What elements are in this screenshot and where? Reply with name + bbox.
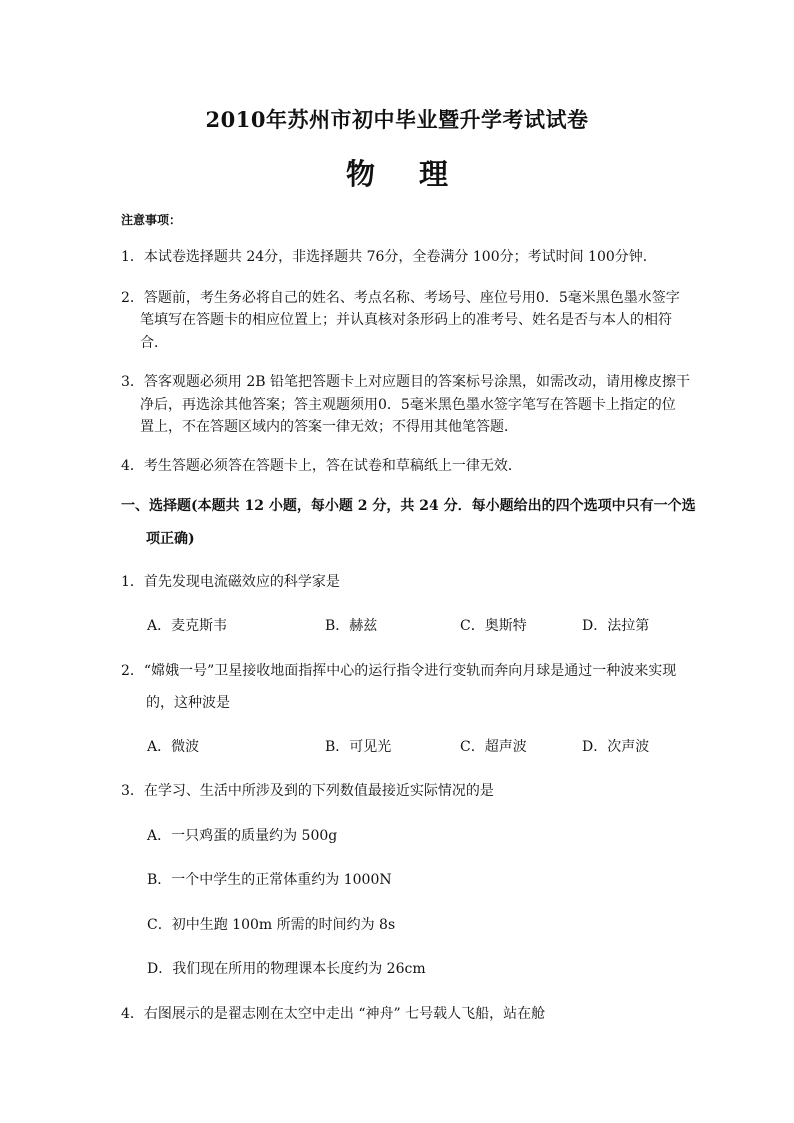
- question-3-option-b: B．一个中学生的正常体重约为 1000N: [147, 872, 392, 888]
- question-2-option-b: B．可见光: [325, 739, 392, 755]
- question-3-option-d: D．我们现在所用的物理课本长度约为 26cm: [147, 961, 426, 977]
- question-3-option-a: A．一只鸡蛋的质量约为 500g: [147, 828, 338, 844]
- notice-2-line-1: 2．答题前，考生务必将自己的姓名、考点名称、考场号、座位号用0．5毫米黑色墨水签字: [121, 290, 680, 306]
- question-1-option-a: A．麦克斯韦: [147, 618, 228, 634]
- subject-char-2: 理: [419, 157, 449, 191]
- question-2-option-a: A．微波: [147, 739, 200, 755]
- notice-2-line-2: 笔填写在答题卡的相应位置上；并认真核对条形码上的准考号、姓名是否与本人的相符: [140, 312, 672, 328]
- question-1-stem: 1．首先发现电流磁效应的科学家是: [121, 574, 340, 590]
- question-3-stem: 3．在学习、生活中所涉及到的下列数值最接近实际情况的是: [121, 783, 494, 799]
- notice-1-line-1: 1．本试卷选择题共 24分，非选择题共 76分，全卷满分 100分；考试时间 100分钟．: [121, 249, 657, 265]
- question-2-stem-line-2: 的，这种波是: [146, 695, 230, 711]
- notice-heading: 注意事项：: [121, 213, 182, 227]
- exam-title: 2010年苏州市初中毕业暨升学考试试卷: [205, 107, 589, 132]
- notice-3-line-3: 置上，不在答题区域内的答案一律无效；不得用其他笔答题．: [140, 419, 518, 435]
- subject-char-1: 物: [345, 157, 375, 191]
- question-2-option-c: C．超声波: [460, 739, 527, 755]
- notice-2-line-3: 合．: [140, 335, 168, 351]
- notice-3-line-1: 3．答客观题必须用 2B 铅笔把答题卡上对应题目的答案标号涂黑，如需改动，请用橡皮擦干: [121, 374, 691, 390]
- question-4-stem: 4．右图展示的是翟志刚在太空中走出 “神舟” 七号载人飞船，站在舱: [121, 1006, 546, 1022]
- question-3-option-c: C．初中生跑 100m 所需的时间约为 8s: [147, 917, 396, 933]
- notice-3-line-2: 净后，再选涂其他答案；答主观题须用0．5毫米黑色墨水签字笔写在答题卡上指定的位: [140, 397, 676, 413]
- notice-4-line-1: 4．考生答题必须答在答题卡上，答在试卷和草稿纸上一律无效．: [121, 458, 522, 474]
- question-2-stem-line-1: 2．“嫦娥一号”卫星接收地面指挥中心的运行指令进行变轨而奔向月球是通过一种波来实现: [121, 663, 677, 679]
- subject-title: [0, 152, 794, 193]
- question-2-option-d: D．次声波: [582, 739, 650, 755]
- question-1-option-d: D．法拉第: [582, 618, 650, 634]
- section-heading-line-2: 项正确): [146, 531, 195, 547]
- question-1-option-b: B．赫兹: [325, 618, 378, 634]
- section-heading-line-1: 一、选择题(本题共 12 小题，每小题 2 分，共 24 分．每小题给出的四个选项中只有一个选: [121, 498, 696, 514]
- question-1-option-c: C．奥斯特: [460, 618, 527, 634]
